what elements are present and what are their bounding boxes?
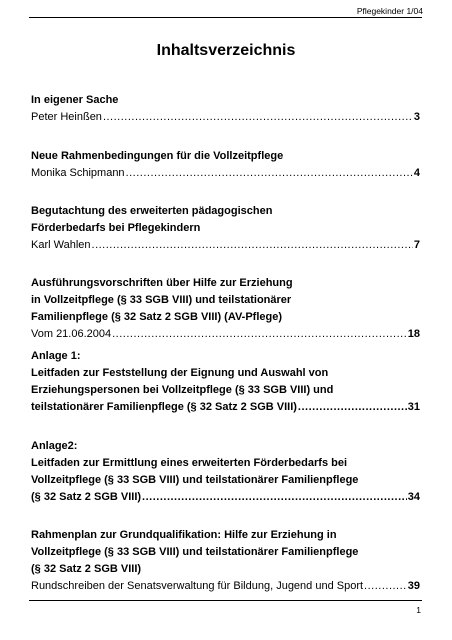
toc-entry[interactable] — [31, 438, 420, 506]
toc-entry[interactable] — [31, 203, 420, 254]
toc-entry-subtitle: (§ 32 Satz 2 SGB VIII) — [31, 491, 142, 503]
toc-entry-row — [31, 165, 420, 182]
toc-entry-heading: Rahmenplan zur Grundqualifikation: Hilfe zur Erziehung in — [31, 529, 337, 541]
dot-leader — [298, 399, 407, 416]
page-number: 1 — [416, 605, 421, 615]
toc-entry-row — [31, 237, 420, 254]
footer-rule — [29, 600, 422, 601]
toc-entry-heading: Anlage 1: — [31, 350, 81, 362]
toc-entry-subtitle: teilstationärer Familienpflege (§ 32 Satz 2 SGB VIII) — [31, 401, 297, 413]
toc-entry[interactable] — [31, 92, 420, 126]
toc-entry[interactable] — [31, 527, 420, 595]
toc-entry-heading: Neue Rahmenbedingungen für die Vollzeitpflege — [31, 150, 284, 162]
toc-entry[interactable] — [31, 348, 420, 416]
toc-entry-heading: Ausführungsvorschriften über Hilfe zur Erziehung — [31, 277, 293, 289]
dot-leader — [126, 165, 413, 182]
toc-entry-row — [31, 578, 420, 595]
toc-entry-heading: Leitfaden zur Feststellung der Eignung und Auswahl von — [31, 367, 329, 379]
toc-entry-row — [31, 326, 420, 343]
toc-entry-heading: Anlage2: — [31, 440, 78, 452]
toc-page-number: 3 — [413, 111, 420, 123]
dot-leader — [92, 237, 413, 254]
toc-page-number: 7 — [413, 239, 420, 251]
toc-entry-heading: Vollzeitpflege (§ 33 SGB VIII) und teilstationärer Familienpflege — [31, 546, 359, 558]
toc-entry[interactable] — [31, 275, 420, 343]
page-title: Inhaltsverzeichnis — [156, 42, 296, 59]
toc-entry-row — [31, 489, 420, 506]
dot-leader — [112, 326, 407, 343]
toc-entry-subtitle: Rundschreiben der Senatsverwaltung für Bildung, Jugend und Sport — [31, 580, 364, 592]
toc-entry-subtitle: Peter Heinßen — [31, 111, 102, 123]
toc-entry-heading: In eigener Sache — [31, 94, 119, 106]
dot-leader — [364, 578, 407, 595]
toc-entry-heading: Vollzeitpflege (§ 33 SGB VIII) und teilstationärer Familienpflege — [31, 474, 359, 486]
toc-page-number: 31 — [407, 401, 420, 413]
toc-entry-heading: Erziehungspersonen bei Vollzeitpflege (§ 33 SGB VIII) und — [31, 384, 334, 396]
toc-entry-subtitle: Vom 21.06.2004 — [31, 328, 112, 340]
toc-entry-heading: Begutachtung des erweiterten pädagogischen — [31, 205, 273, 217]
toc-entry-heading: (§ 32 Satz 2 SGB VIII) — [31, 563, 142, 575]
toc-entry-row — [31, 109, 420, 126]
toc-page-number: 34 — [407, 491, 420, 503]
dot-leader — [103, 109, 413, 126]
toc-entry-heading: Leitfaden zur Ermittlung eines erweiterten Förderbedarfs bei — [31, 457, 348, 469]
toc-page-number: 4 — [413, 167, 420, 179]
toc-entry-heading: in Vollzeitpflege (§ 33 SGB VIII) und teilstationärer — [31, 294, 292, 306]
toc-entry[interactable] — [31, 148, 420, 182]
running-header: Pflegekinder 1/04 — [356, 6, 423, 16]
dot-leader — [142, 489, 407, 506]
toc-entry-heading: Familienpflege (§ 32 Satz 2 SGB VIII) (AV-Pflege) — [31, 311, 283, 323]
toc-entry-row — [31, 399, 420, 416]
toc-page-number: 39 — [407, 580, 420, 592]
toc-entry-subtitle: Monika Schipmann — [31, 167, 125, 179]
toc-page-number: 18 — [407, 328, 420, 340]
toc-entry-subtitle: Karl Wahlen — [31, 239, 91, 251]
toc-entry-heading: Förderbedarfs bei Pflegekindern — [31, 222, 201, 234]
header-rule — [29, 17, 422, 18]
